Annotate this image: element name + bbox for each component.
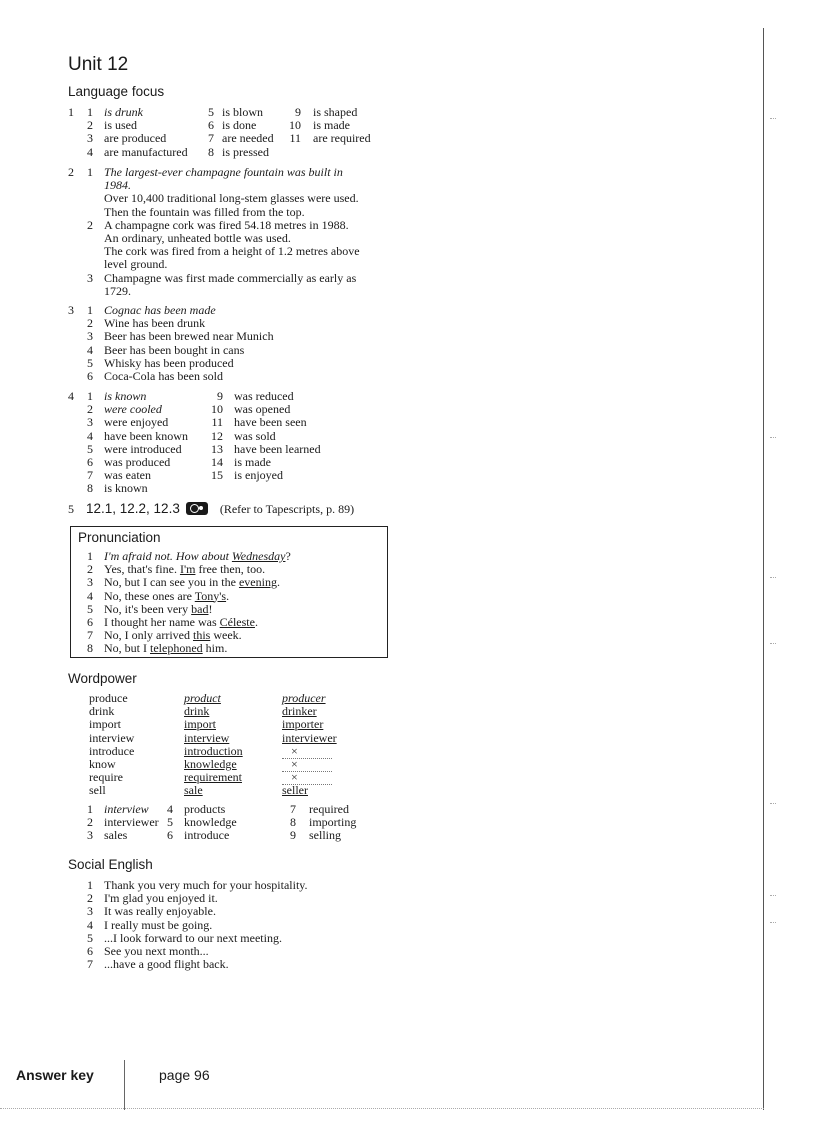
verb-word: produce bbox=[89, 691, 128, 705]
bottom-margin-rule bbox=[0, 1108, 764, 1109]
answer-text: have been seen bbox=[234, 415, 307, 430]
stressed-word: bad bbox=[191, 601, 209, 616]
item-number: 1 bbox=[87, 165, 93, 179]
margin-tick bbox=[770, 437, 776, 438]
item-number: 8 bbox=[87, 481, 93, 496]
answer-text: is done bbox=[222, 118, 257, 133]
sentence-text: . bbox=[226, 588, 230, 603]
sentence-text: . bbox=[254, 615, 258, 629]
answer-text: are manufactured bbox=[104, 144, 188, 159]
answer-text: is blown bbox=[222, 105, 264, 119]
section-heading-pronunciation: Pronunciation bbox=[78, 530, 161, 545]
answer-text: have been known bbox=[104, 428, 188, 443]
person-noun-word: interviewer bbox=[282, 730, 337, 745]
answer-text: An ordinary, unheated bottle was used. bbox=[104, 231, 291, 245]
item-number: 1 bbox=[87, 878, 93, 892]
item-number: 4 bbox=[87, 428, 93, 443]
item-number: 8 bbox=[290, 815, 296, 830]
answer-text: level ground. bbox=[104, 257, 168, 272]
item-number: 6 bbox=[208, 118, 214, 133]
item-number: 8 bbox=[87, 641, 93, 656]
item-number: 6 bbox=[87, 615, 93, 629]
section-heading-social-english: Social English bbox=[68, 857, 153, 872]
item-number: 2 bbox=[87, 402, 93, 417]
item-number: 7 bbox=[87, 468, 93, 483]
audio-cd-icon bbox=[186, 502, 208, 515]
answer-text: ...I look forward to our next meeting. bbox=[104, 930, 282, 945]
answer-text: selling bbox=[309, 828, 341, 843]
item-number: 9 bbox=[217, 389, 223, 403]
stressed-word: evening bbox=[238, 575, 277, 590]
answer-text: was produced bbox=[104, 455, 171, 469]
pronunciation-sentence bbox=[104, 642, 227, 655]
answer-text: is known bbox=[104, 481, 148, 496]
item-number: 2 bbox=[87, 891, 93, 906]
answer-text: is used bbox=[104, 118, 137, 133]
item-number: 7 bbox=[87, 628, 93, 643]
stressed-word: Céleste bbox=[219, 615, 255, 629]
item-number: 6 bbox=[87, 455, 93, 469]
item-number: 2 bbox=[87, 815, 93, 830]
item-number: 5 bbox=[87, 601, 93, 616]
exercise-number: 2 bbox=[68, 165, 74, 179]
answer-text: Coca-Cola has been sold bbox=[104, 369, 223, 383]
person-noun-word: × bbox=[282, 758, 332, 772]
item-number: 7 bbox=[87, 957, 93, 972]
answer-text: The largest-ever champagne fountain was built in bbox=[104, 165, 343, 179]
item-number: 2 bbox=[87, 118, 93, 133]
exercise-5-tracks: 12.1, 12.2, 12.3 bbox=[86, 501, 180, 516]
answer-text: is pressed bbox=[222, 144, 269, 159]
item-number: 5 bbox=[87, 930, 93, 945]
right-margin-rule bbox=[763, 28, 764, 1110]
answer-text: have been learned bbox=[234, 441, 321, 456]
stressed-word: this bbox=[192, 628, 211, 643]
answer-text: were enjoyed bbox=[104, 415, 169, 430]
section-heading-language-focus: Language focus bbox=[68, 84, 165, 99]
verb-word: interview bbox=[89, 730, 135, 745]
answer-text: Wine has been drunk bbox=[104, 316, 206, 331]
item-number: 6 bbox=[87, 369, 93, 383]
item-number: 6 bbox=[87, 944, 93, 958]
exercise-5-reference: (Refer to Tapescripts, p. 89) bbox=[219, 502, 355, 516]
footer-page-number: page 96 bbox=[159, 1067, 210, 1083]
answer-text: was eaten bbox=[104, 468, 151, 483]
item-number: 4 bbox=[87, 588, 93, 603]
item-number: 7 bbox=[290, 802, 296, 816]
sentence-text: I thought her name was bbox=[104, 615, 220, 629]
verb-word: import bbox=[89, 717, 121, 732]
answer-text: are needed bbox=[222, 131, 274, 146]
sentence-text: Yes, that's fine. bbox=[104, 562, 180, 577]
item-number: 11 bbox=[211, 415, 223, 430]
item-number: 3 bbox=[87, 575, 93, 590]
item-number: 12 bbox=[211, 428, 223, 443]
item-number: 2 bbox=[87, 217, 93, 232]
sentence-text: ! bbox=[208, 601, 213, 616]
sentence-text: . bbox=[276, 575, 280, 590]
answer-text: interview bbox=[104, 802, 149, 816]
person-noun-word: importer bbox=[282, 717, 324, 732]
sentence-text: ? bbox=[285, 549, 291, 563]
answer-text: is enjoyed bbox=[234, 468, 283, 483]
item-number: 1 bbox=[87, 303, 93, 317]
exercise-number: 4 bbox=[68, 389, 74, 403]
noun-word: sale bbox=[184, 783, 203, 798]
item-number: 3 bbox=[87, 131, 93, 146]
item-number: 10 bbox=[289, 118, 301, 133]
item-number: 2 bbox=[87, 316, 93, 331]
sentence-text: I'm afraid not. How about bbox=[104, 549, 232, 563]
footer-label: Answer key bbox=[16, 1067, 94, 1083]
item-number: 6 bbox=[167, 828, 173, 843]
margin-tick bbox=[770, 922, 776, 923]
item-number: 3 bbox=[87, 329, 93, 344]
exercise-number: 3 bbox=[68, 303, 74, 317]
answer-text: is drunk bbox=[104, 105, 143, 119]
item-number: 13 bbox=[211, 441, 223, 456]
answer-text: products bbox=[184, 802, 226, 816]
footer-divider bbox=[124, 1060, 125, 1110]
answer-text: Beer has been bought in cans bbox=[104, 342, 245, 357]
answer-text: was opened bbox=[234, 402, 291, 417]
answer-text: 1984. bbox=[104, 178, 131, 193]
page-title: Unit 12 bbox=[68, 54, 129, 75]
stressed-word: Tony's bbox=[194, 588, 227, 603]
item-number: 5 bbox=[87, 355, 93, 370]
item-number: 1 bbox=[87, 105, 93, 119]
sentence-text: free then, too. bbox=[195, 562, 266, 577]
answer-text: Champagne was first made commercially as early as bbox=[104, 270, 357, 285]
answer-text: were introduced bbox=[104, 441, 182, 456]
margin-tick bbox=[770, 577, 776, 578]
answer-text: It was really enjoyable. bbox=[104, 904, 216, 919]
person-noun-word: producer bbox=[282, 691, 326, 705]
item-number: 9 bbox=[295, 105, 301, 119]
answer-text: required bbox=[309, 802, 349, 816]
answer-text: sales bbox=[104, 828, 128, 843]
answer-text: introduce bbox=[184, 828, 230, 843]
answer-text: Thank you very much for your hospitality. bbox=[104, 878, 308, 892]
answer-text: is known bbox=[104, 389, 147, 403]
sentence-text: No, but I can see you in the bbox=[104, 575, 239, 590]
answer-text: Over 10,400 traditional long-stem glasses were used. bbox=[104, 191, 359, 206]
answer-text: are required bbox=[313, 131, 371, 146]
item-number: 11 bbox=[289, 131, 301, 146]
section-heading-wordpower: Wordpower bbox=[68, 671, 137, 686]
sentence-text: week. bbox=[210, 628, 242, 643]
item-number: 1 bbox=[87, 389, 93, 403]
noun-word: interview bbox=[184, 730, 230, 745]
item-number: 5 bbox=[167, 815, 173, 830]
sentence-text: No, these ones are bbox=[104, 588, 195, 603]
answer-text: was reduced bbox=[234, 389, 294, 403]
item-number: 3 bbox=[87, 828, 93, 843]
item-number: 8 bbox=[208, 144, 214, 159]
person-noun-word: × bbox=[282, 771, 332, 785]
answer-text: Whisky has been produced bbox=[104, 355, 234, 370]
answer-text: Cognac has been made bbox=[104, 303, 216, 317]
answer-text: I'm glad you enjoyed it. bbox=[104, 891, 218, 906]
exercise-number: 5 bbox=[68, 502, 74, 516]
margin-tick bbox=[770, 895, 776, 896]
stressed-word: telephoned bbox=[150, 641, 203, 656]
item-number: 14 bbox=[211, 455, 223, 469]
answer-text: I really must be going. bbox=[104, 917, 213, 932]
answer-text: A champagne cork was fired 54.18 metres in 1988. bbox=[104, 217, 349, 232]
answer-text: Then the fountain was filled from the top. bbox=[104, 204, 305, 219]
answer-text: ...have a good flight back. bbox=[104, 957, 229, 972]
answer-text: knowledge bbox=[184, 815, 237, 830]
answer-text: were cooled bbox=[104, 402, 162, 417]
noun-word: knowledge bbox=[184, 757, 237, 771]
answer-text: importing bbox=[309, 815, 357, 830]
item-number: 10 bbox=[211, 402, 223, 417]
noun-word: introduction bbox=[184, 743, 243, 758]
sentence-text: No, but I bbox=[104, 641, 150, 656]
noun-word: drink bbox=[184, 704, 210, 719]
item-number: 15 bbox=[211, 468, 223, 483]
item-number: 3 bbox=[87, 904, 93, 919]
margin-tick bbox=[770, 643, 776, 644]
noun-word: requirement bbox=[184, 770, 242, 785]
sentence-text: No, I only arrived bbox=[104, 628, 193, 643]
person-noun-word: × bbox=[282, 745, 332, 759]
answer-text: The cork was fired from a height of 1.2 metres above bbox=[104, 244, 360, 259]
answer-text: was sold bbox=[234, 428, 276, 443]
item-number: 1 bbox=[87, 549, 93, 563]
answer-text: is made bbox=[234, 455, 271, 469]
stressed-word: I'm bbox=[179, 562, 196, 577]
item-number: 1 bbox=[87, 802, 93, 816]
exercise-number: 1 bbox=[68, 105, 74, 119]
item-number: 4 bbox=[87, 917, 93, 932]
margin-tick bbox=[770, 803, 776, 804]
item-number: 5 bbox=[208, 105, 214, 119]
item-number: 3 bbox=[87, 415, 93, 430]
verb-word: know bbox=[89, 757, 116, 771]
answer-text: is made bbox=[313, 118, 350, 133]
answer-text: Beer has been brewed near Munich bbox=[104, 329, 274, 344]
item-number: 3 bbox=[87, 270, 93, 285]
person-noun-word: drinker bbox=[282, 704, 317, 719]
sentence-text: No, it's been very bbox=[104, 601, 192, 616]
item-number: 2 bbox=[87, 562, 93, 577]
item-number: 7 bbox=[208, 131, 214, 146]
answer-text: See you next month... bbox=[104, 944, 209, 958]
item-number: 4 bbox=[87, 342, 93, 357]
noun-word: product bbox=[184, 691, 221, 705]
verb-word: drink bbox=[89, 704, 115, 719]
verb-word: require bbox=[89, 770, 123, 785]
verb-word: sell bbox=[89, 783, 106, 798]
answer-text: 1729. bbox=[104, 283, 131, 298]
item-number: 4 bbox=[87, 144, 93, 159]
person-noun-word: seller bbox=[282, 783, 308, 798]
exercise-5 bbox=[68, 500, 354, 518]
sentence-text: him. bbox=[202, 641, 228, 656]
margin-tick bbox=[770, 118, 776, 119]
answer-text: are produced bbox=[104, 131, 167, 146]
stressed-word: Wednesday bbox=[231, 549, 286, 563]
item-number: 4 bbox=[167, 802, 173, 816]
answer-text: interviewer bbox=[104, 815, 159, 830]
answer-text: is shaped bbox=[313, 105, 358, 119]
item-number: 5 bbox=[87, 441, 93, 456]
verb-word: introduce bbox=[89, 743, 135, 758]
item-number: 9 bbox=[290, 828, 296, 843]
noun-word: import bbox=[184, 717, 216, 732]
